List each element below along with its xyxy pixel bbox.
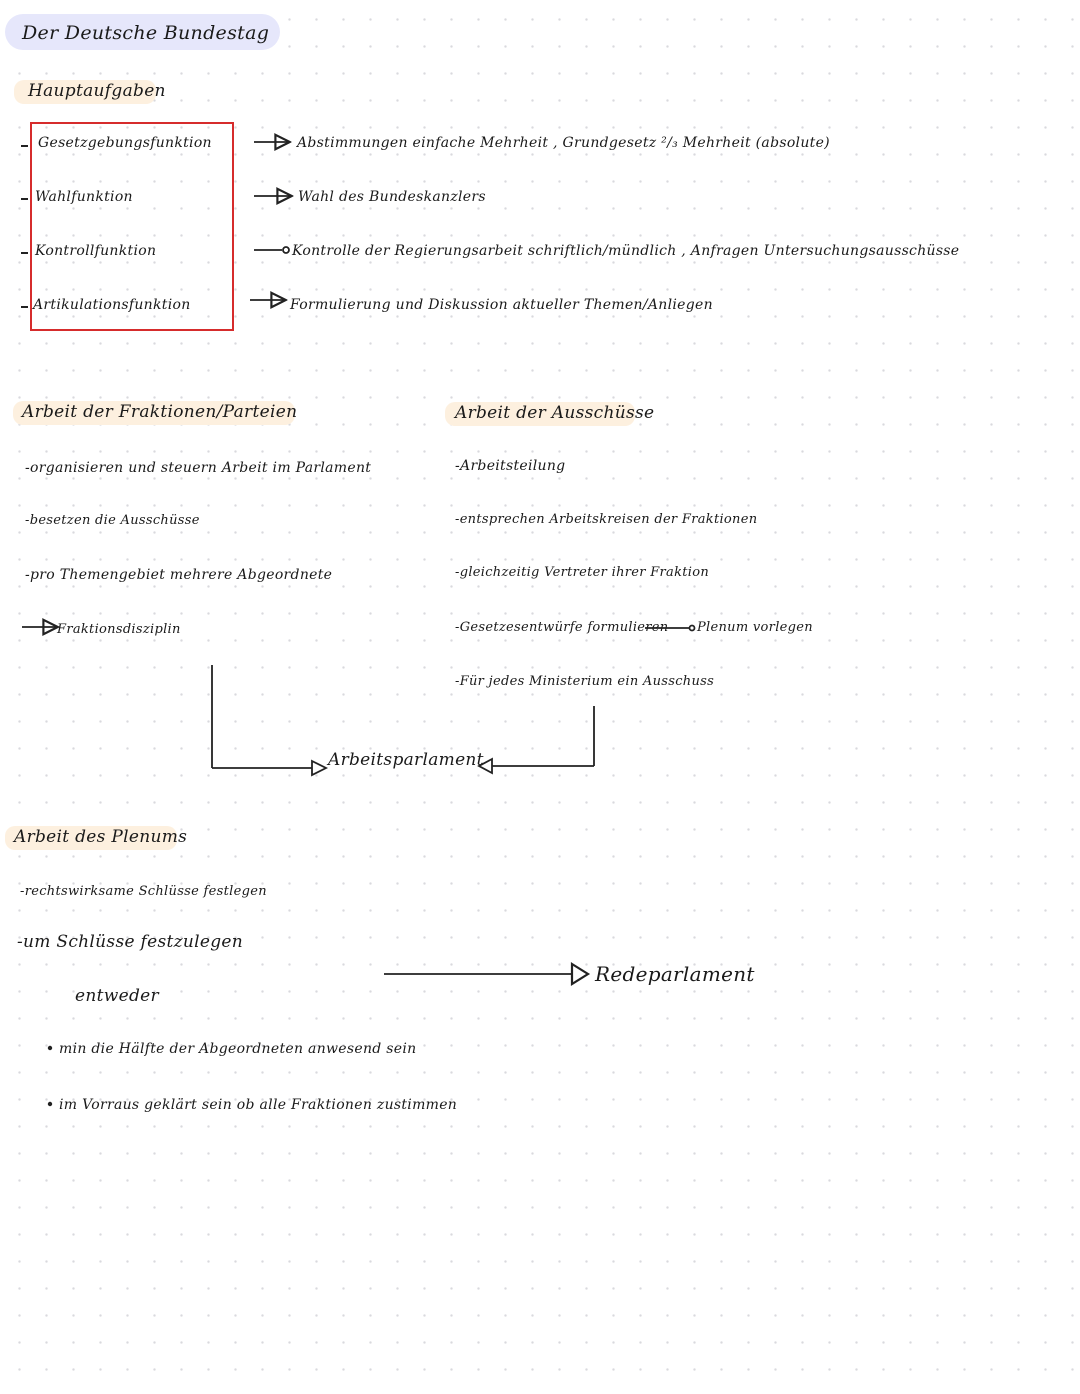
ausschuesse-item: -gleichzeitig Vertreter ihrer Fraktion [455, 565, 710, 580]
ausschuesse-item: -entsprechen Arbeitskreisen der Fraktionen [455, 512, 758, 527]
arrow-icon [283, 247, 289, 253]
description-wahl: Wahl des Bundeskanzlers [298, 189, 486, 205]
plenum-item: -um Schlüsse festzulegen [17, 932, 244, 952]
arrow-icon [690, 626, 695, 631]
condition-item: im Vorraus geklärt sein ob alle Fraktionen zustimmen [59, 1097, 458, 1113]
ausschuesse-item: -Arbeitsteilung [455, 458, 566, 474]
plenum-heading: Arbeit des Plenums [14, 827, 188, 847]
fraktionen-item: -pro Themengebiet mehrere Abgeordnete [25, 567, 333, 583]
description-gesetzgebung: Abstimmungen einfache Mehrheit , Grundgesetz ²/₃ Mehrheit (absolute) [297, 135, 830, 151]
arrow-icon [572, 964, 588, 984]
ausschuesse-item: -Für jedes Ministerium ein Ausschuss [455, 674, 715, 689]
bullet-dot [48, 1102, 52, 1106]
description-kontrolle: Kontrolle der Regierungsarbeit schriftlich/mündlich , Anfragen Untersuchungsausschüsse [292, 243, 960, 259]
page-title: Der Deutsche Bundestag [22, 22, 270, 44]
function-artikulation: Artikulationsfunktion [33, 297, 191, 313]
fraktionsdisziplin: Fraktionsdisziplin [57, 622, 181, 637]
bullet-dot [48, 1046, 52, 1050]
function-kontrolle: Kontrollfunktion [35, 243, 157, 259]
plenum-vorlegen: Plenum vorlegen [697, 620, 813, 635]
ausschuesse-heading: Arbeit der Ausschüsse [455, 403, 655, 423]
ausschuesse-item: -Gesetzesentwürfe formulieren [455, 620, 669, 635]
plenum-item: -rechtswirksame Schlüsse festlegen [20, 884, 267, 899]
fraktionen-item: -organisieren und steuern Arbeit im Parlament [25, 460, 372, 476]
redeparlament-label: Redeparlament [595, 962, 755, 986]
hauptaufgaben-heading: Hauptaufgaben [28, 81, 166, 101]
function-wahl: Wahlfunktion [35, 189, 133, 205]
fraktionen-heading: Arbeit der Fraktionen/Parteien [22, 402, 298, 422]
fraktionen-item: -besetzen die Ausschüsse [25, 513, 200, 528]
function-gesetzgebung: Gesetzgebungsfunktion [38, 135, 212, 151]
description-artikulation: Formulierung und Diskussion aktueller Themen/Anliegen [290, 297, 713, 313]
arrow-icon [312, 761, 326, 775]
arrow-icon [479, 759, 492, 773]
condition-item: min die Hälfte der Abgeordneten anwesend sein [59, 1041, 417, 1057]
entweder-label: entweder [75, 986, 159, 1006]
arbeitsparlament-label: Arbeitsparlament [328, 750, 484, 770]
